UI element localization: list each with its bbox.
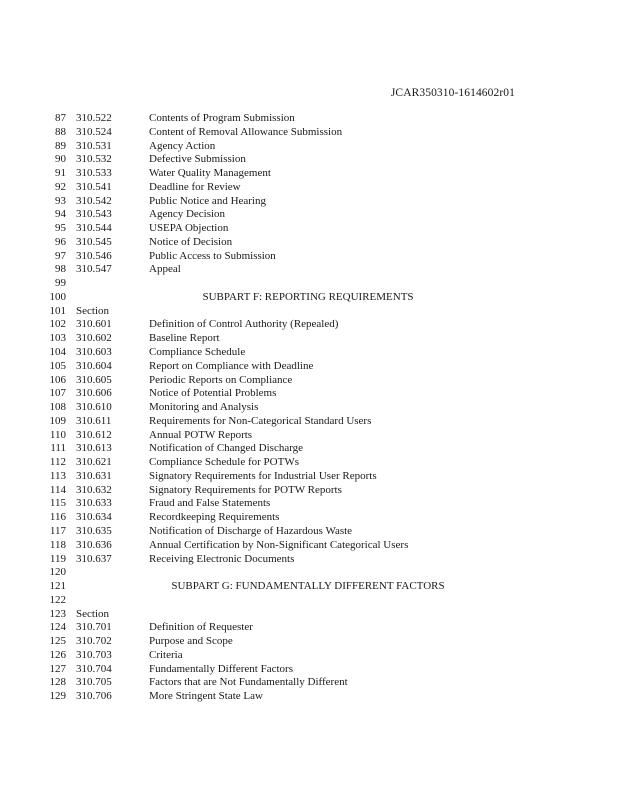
section-title: Compliance Schedule for POTWs	[149, 456, 299, 469]
line-number: 92	[55, 180, 66, 193]
line-number: 128	[49, 676, 66, 689]
section-number: 310.546	[76, 249, 112, 262]
section-number: 310.635	[76, 524, 112, 537]
numbered-line	[0, 112, 621, 126]
numbered-line	[0, 153, 621, 167]
line-number: 115	[49, 497, 66, 510]
numbered-line	[0, 429, 621, 443]
section-title: Annual Certification by Non-Significant Categorical Users	[149, 538, 409, 551]
section-title: Notice of Decision	[149, 235, 233, 248]
numbered-line	[0, 608, 621, 622]
numbered-line	[0, 374, 621, 388]
section-title: Report on Compliance with Deadline	[149, 359, 314, 372]
numbered-line	[0, 387, 621, 401]
section-title: Receiving Electronic Documents	[149, 552, 295, 565]
line-number: 98	[55, 263, 66, 276]
numbered-line	[0, 690, 621, 704]
line-number: 124	[49, 621, 66, 634]
section-number: 310.701	[76, 621, 112, 634]
section-title: Notice of Potential Problems	[149, 387, 277, 400]
numbered-line	[0, 580, 621, 594]
document-id: JCAR350310-1614602r01	[390, 87, 515, 99]
numbered-line	[0, 332, 621, 346]
section-number: 310.547	[76, 263, 112, 276]
line-list	[0, 112, 621, 704]
numbered-line	[0, 318, 621, 332]
numbered-line	[0, 539, 621, 553]
section-title: Notification of Changed Discharge	[149, 442, 304, 455]
section-number: 310.636	[76, 538, 112, 551]
section-number: 310.541	[76, 180, 112, 193]
section-title: Appeal	[149, 263, 181, 276]
numbered-line	[0, 236, 621, 250]
numbered-line	[0, 456, 621, 470]
subpart-heading: SUBPART G: FUNDAMENTALLY DIFFERENT FACTORS	[171, 580, 445, 593]
line-number: 122	[49, 593, 66, 606]
section-title: Notification of Discharge of Hazardous Waste	[149, 524, 353, 537]
section-number: 310.611	[76, 414, 112, 427]
numbered-line	[0, 401, 621, 415]
line-number: 90	[55, 153, 66, 166]
numbered-line	[0, 635, 621, 649]
section-number: 310.532	[76, 153, 112, 166]
section-number: 310.545	[76, 235, 112, 248]
section-number: 310.703	[76, 648, 112, 661]
section-number: 310.621	[76, 456, 112, 469]
section-number: 310.610	[76, 401, 112, 414]
line-number: 123	[49, 607, 66, 620]
numbered-line	[0, 277, 621, 291]
section-number: 310.542	[76, 194, 112, 207]
numbered-line	[0, 663, 621, 677]
line-number: 106	[49, 373, 66, 386]
section-title: USEPA Objection	[149, 222, 229, 235]
numbered-line	[0, 442, 621, 456]
section-number: 310.606	[76, 387, 112, 400]
section-title: Content of Removal Allowance Submission	[149, 125, 343, 138]
line-number: 104	[49, 346, 66, 359]
numbered-line	[0, 649, 621, 663]
line-number: 97	[55, 249, 66, 262]
section-number: 310.524	[76, 125, 112, 138]
section-title: Deadline for Review	[149, 180, 241, 193]
line-number: 87	[55, 112, 66, 124]
line-number: 127	[49, 662, 66, 675]
section-number: 310.605	[76, 373, 112, 386]
section-number: 310.706	[76, 690, 112, 703]
line-number: 117	[49, 524, 66, 537]
numbered-line	[0, 126, 621, 140]
section-title: Periodic Reports on Compliance	[149, 373, 293, 386]
section-title: Requirements for Non-Categorical Standard Users	[149, 414, 372, 427]
line-number: 105	[49, 359, 66, 372]
section-title: Purpose and Scope	[149, 635, 233, 648]
numbered-line	[0, 263, 621, 277]
numbered-line	[0, 470, 621, 484]
line-number: 126	[49, 648, 66, 661]
section-number: 310.632	[76, 483, 112, 496]
line-number: 113	[49, 469, 66, 482]
section-number: 310.601	[76, 318, 112, 331]
section-number: 310.533	[76, 167, 112, 180]
line-number: 102	[49, 318, 66, 331]
section-title: Defective Submission	[149, 153, 246, 166]
line-number: 94	[55, 208, 66, 221]
section-title: Factors that are Not Fundamentally Different	[149, 676, 348, 689]
numbered-line	[0, 140, 621, 154]
line-number: 99	[55, 277, 66, 290]
line-number: 118	[49, 538, 66, 551]
line-number: 120	[49, 566, 66, 579]
numbered-line	[0, 484, 621, 498]
section-title: Definition of Control Authority (Repealed)	[149, 318, 339, 331]
section-title: Annual POTW Reports	[149, 428, 253, 441]
section-number: 310.543	[76, 208, 112, 221]
line-number: 114	[49, 483, 66, 496]
numbered-line	[0, 167, 621, 181]
numbered-line	[0, 305, 621, 319]
numbered-line	[0, 511, 621, 525]
section-number: 310.637	[76, 552, 112, 565]
line-number: 93	[55, 194, 66, 207]
numbered-line	[0, 291, 621, 305]
section-title: Fundamentally Different Factors	[149, 662, 293, 675]
line-number: 110	[49, 428, 66, 441]
section-number: 310.612	[76, 428, 112, 441]
section-number: 310.603	[76, 346, 112, 359]
section-title: Monitoring and Analysis	[149, 401, 259, 414]
numbered-line	[0, 676, 621, 690]
numbered-line	[0, 181, 621, 195]
numbered-line	[0, 195, 621, 209]
line-number: 125	[49, 635, 66, 648]
section-title: Public Access to Submission	[149, 249, 276, 262]
section-number: 310.613	[76, 442, 112, 455]
numbered-line	[0, 222, 621, 236]
numbered-line	[0, 566, 621, 580]
section-column-label: Section	[76, 607, 109, 620]
line-number: 103	[49, 332, 66, 345]
subpart-heading: SUBPART F: REPORTING REQUIREMENTS	[202, 290, 414, 303]
section-number: 310.702	[76, 635, 112, 648]
section-column-label: Section	[76, 304, 109, 317]
numbered-line	[0, 415, 621, 429]
section-title: Contents of Program Submission	[149, 112, 295, 124]
section-title: Agency Decision	[149, 208, 226, 221]
section-number: 310.631	[76, 469, 112, 482]
line-number: 88	[55, 125, 66, 138]
section-number: 310.522	[76, 112, 112, 124]
numbered-line	[0, 360, 621, 374]
line-number: 96	[55, 235, 66, 248]
line-number: 112	[49, 456, 66, 469]
line-number: 129	[49, 690, 66, 703]
section-title: Criteria	[149, 648, 183, 661]
section-title: Signatory Requirements for Industrial User Reports	[149, 469, 377, 482]
line-number: 107	[49, 387, 66, 400]
section-number: 310.704	[76, 662, 112, 675]
line-number: 100	[49, 290, 66, 303]
section-number: 310.604	[76, 359, 112, 372]
numbered-line	[0, 525, 621, 539]
numbered-line	[0, 250, 621, 264]
section-title: Fraud and False Statements	[149, 497, 271, 510]
line-number: 119	[49, 552, 66, 565]
line-number: 109	[49, 414, 66, 427]
numbered-line	[0, 346, 621, 360]
section-title: Definition of Requester	[149, 621, 253, 634]
section-number: 310.705	[76, 676, 112, 689]
section-number: 310.544	[76, 222, 112, 235]
numbered-line	[0, 497, 621, 511]
line-number: 95	[55, 222, 66, 235]
section-title: Recordkeeping Requirements	[149, 511, 280, 524]
section-title: Water Quality Management	[149, 167, 271, 180]
section-title: Baseline Report	[149, 332, 220, 345]
numbered-line	[0, 594, 621, 608]
line-number: 111	[50, 442, 66, 455]
section-title: Compliance Schedule	[149, 346, 246, 359]
section-title: Agency Action	[149, 139, 216, 152]
section-number: 310.602	[76, 332, 112, 345]
line-number: 101	[49, 304, 66, 317]
numbered-line	[0, 621, 621, 635]
section-title: Public Notice and Hearing	[149, 194, 266, 207]
line-number: 91	[55, 167, 66, 180]
section-title: More Stringent State Law	[149, 690, 263, 703]
line-number: 116	[49, 511, 66, 524]
numbered-line	[0, 553, 621, 567]
section-title: Signatory Requirements for POTW Reports	[149, 483, 342, 496]
section-number: 310.634	[76, 511, 112, 524]
line-number: 108	[49, 401, 66, 414]
numbered-line	[0, 208, 621, 222]
line-number: 121	[49, 580, 66, 593]
section-number: 310.633	[76, 497, 112, 510]
section-number: 310.531	[76, 139, 112, 152]
line-number: 89	[55, 139, 66, 152]
